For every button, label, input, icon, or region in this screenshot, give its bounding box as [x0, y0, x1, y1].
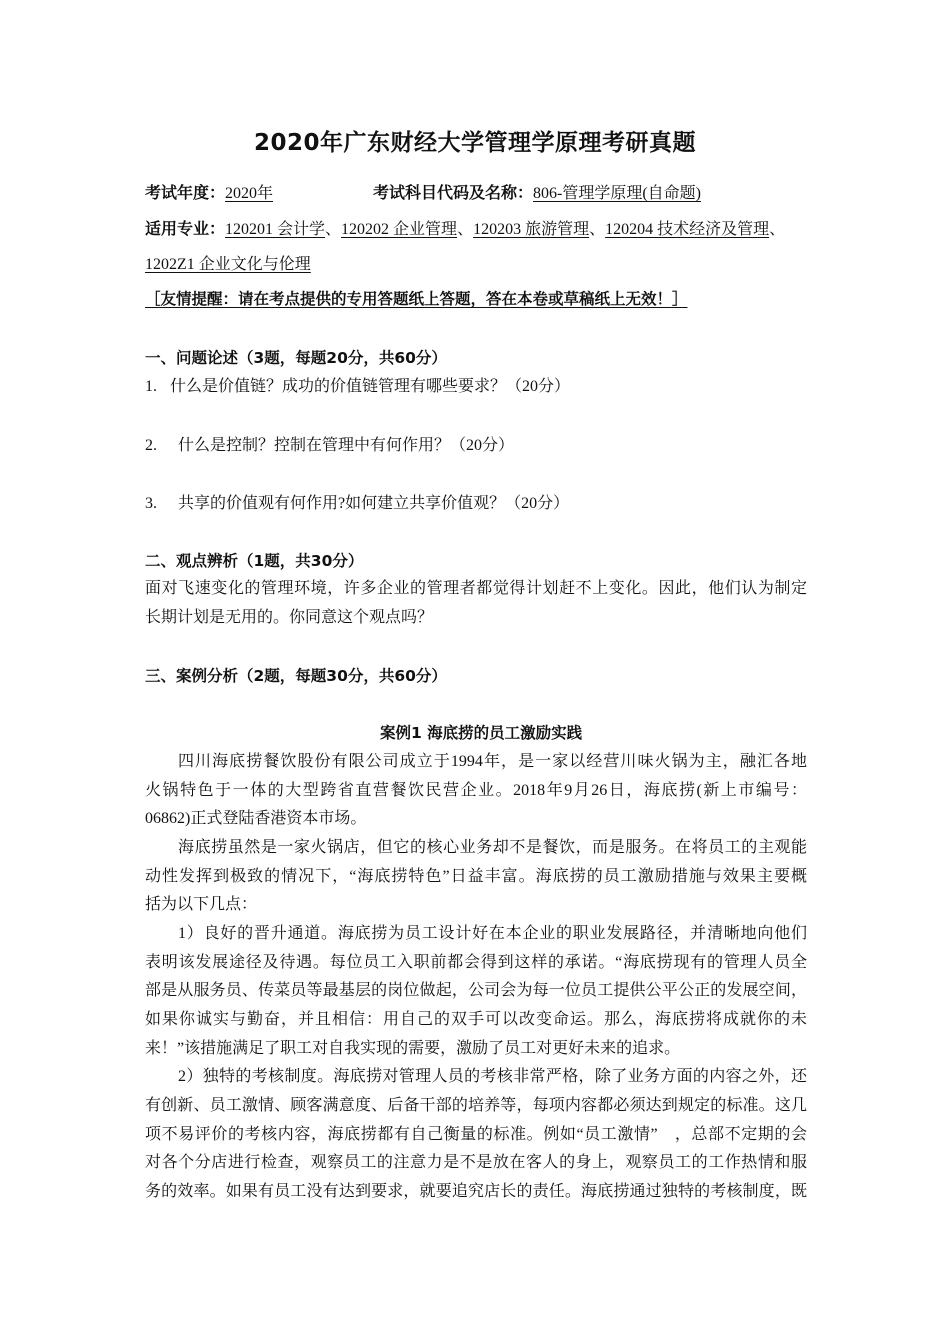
major-item: 120203 旅游管理 [473, 221, 590, 238]
answer-sheet-reminder: ［友情提醒：请在考点提供的专用答题纸上答题，答在本卷或草稿纸上无效！］ [145, 290, 688, 308]
question-2 [145, 432, 514, 460]
major-separator: 、 [457, 221, 474, 238]
exam-subject-label: 考试科目代码及名称： [373, 183, 534, 202]
major-item: 1202Z1 企业文化与伦理 [145, 256, 311, 273]
paragraph-line: 如果你诚实与勤奋，并且相信：用自己的双手可以改变命运。那么，海底捞将成就你的未 [145, 1010, 807, 1028]
exam-year-row [145, 179, 273, 207]
page-title: 2020年广东财经大学管理学原理考研真题 [253, 130, 696, 156]
question-3 [145, 490, 569, 518]
question-text: 什么是控制？控制在管理中有何作用？（20分） [178, 437, 515, 454]
paragraph-line: 面对飞速变化的管理环境，许多企业的管理者都觉得计划赶不上变化。因此，他们认为制定 [145, 580, 807, 597]
major-separator: 、 [325, 221, 342, 238]
paragraph-line: 1）良好的晋升通道。海底捞为员工设计好在本企业的职业发展路径，并清晰地向他们 [178, 924, 807, 942]
major-item: 120201 会计学 [225, 221, 326, 238]
exam-year-value: 2020年 [225, 185, 274, 202]
paragraph-line: 06862)正式登陆香港资本市场。 [145, 810, 367, 828]
major-separator: 、 [769, 221, 786, 238]
majors-label: 适用专业： [145, 219, 226, 238]
paragraph-line: 四川海底捞餐饮股份有限公司成立于1994年，是一家以经营川味火锅为主，融汇各地 [178, 753, 807, 770]
majors-row-continued [145, 251, 311, 279]
section-3-heading: 三、案例分析（2题，每题30分，共60分） [145, 667, 447, 685]
section-2-paragraph [145, 575, 807, 632]
major-item: 120204 技术经济及管理 [605, 221, 770, 238]
exam-subject-value: 806-管理学原理(自命题) [533, 185, 702, 202]
majors-row [145, 215, 785, 243]
question-number: 2. [145, 437, 157, 454]
major-item: 120202 企业管理 [341, 221, 458, 238]
paragraph-line: 表明该发展途径及待遇。每位员工入职前都会得到这样的承诺。“海底捞现有的管理人员全 [145, 953, 807, 971]
case-body [145, 748, 807, 1207]
paragraph-line: 对各个分店进行检查，观察员工的注意力是不是放在客人的身上，观察员工的工作热情和服 [145, 1154, 807, 1172]
paragraph-line: 来！”该措施满足了职工对自我实现的需要，激励了员工对更好未来的追求。 [145, 1039, 681, 1057]
paragraph-line: 火锅特色于一体的大型跨省直营餐饮民营企业。2018年9月26日，海底捞(新上市编号： [145, 781, 807, 799]
section-1-heading: 一、问题论述（3题，每题20分，共60分） [145, 349, 447, 367]
major-separator: 、 [589, 221, 606, 238]
paragraph-line: 2）独特的考核制度。海底捞对管理人员的考核非常严格，除了业务方面的内容之外，还 [178, 1068, 807, 1086]
paragraph-line: 海底捞虽然是一家火锅店，但它的核心业务却不是餐饮，而是服务。在将员工的主观能 [178, 838, 807, 856]
question-text: 共享的价值观有何作用?如何建立共享价值观？（20分） [178, 495, 570, 512]
exam-subject-row [373, 179, 701, 207]
question-number: 1. [145, 378, 157, 395]
paragraph-line: 长期计划是无用的。你同意这个观点吗？ [145, 608, 434, 626]
paragraph-line: 部是从服务员、传菜员等最基层的岗位做起，公司会为每一位员工提供公平公正的发展空间， [145, 982, 807, 1000]
section-2-heading: 二、观点辨析（1题，共30分） [145, 552, 364, 570]
paragraph-line: 括为以下几点： [145, 896, 258, 914]
paragraph-line: 动性发挥到极致的情况下，“海底捞特色”日益丰富。海底捞的员工激励措施与效果主要概 [145, 867, 807, 885]
paragraph-line: 项不易评价的考核内容，海底捞都有自己衡量的标准。例如“员工激情” ，总部不定期的会 [145, 1125, 807, 1143]
paragraph-line: 务的效率。如果有员工没有达到要求，就要追究店长的责任。海底捞通过独特的考核制度，既 [145, 1182, 807, 1200]
question-number: 3. [145, 495, 157, 512]
question-1 [145, 373, 570, 401]
exam-year-label: 考试年度： [145, 183, 226, 202]
question-text: 什么是价值链？成功的价值链管理有哪些要求？（20分） [170, 378, 571, 395]
case-title: 案例1 海底捞的员工激励实践 [380, 724, 583, 742]
paragraph-line: 有创新、员工激情、顾客满意度、后备干部的培养等，每项内容都必须达到规定的标准。这几 [145, 1096, 807, 1114]
